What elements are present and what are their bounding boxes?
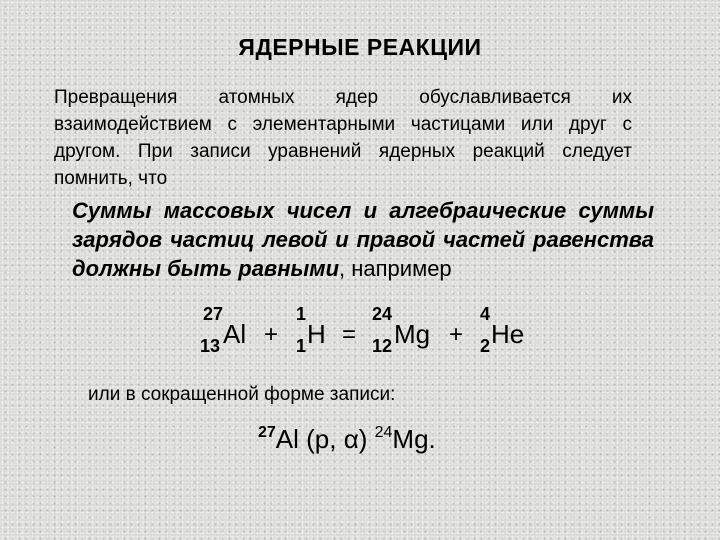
rule-emphasis-text: Суммы массовых чисел и алгебраические суммы зарядов частиц левой и правой частей равенства должны быть равными (72, 198, 654, 281)
rule-tail-text: , например (339, 256, 452, 281)
mass-number: 24 (374, 424, 393, 441)
intro-paragraph: Превращения атомных ядер обуславливается их взаимодействием с элементарными частицами или друг с другом. При записи уравнений ядерных реакций следует помнить, что (54, 87, 632, 189)
nuclear-equation (200, 302, 620, 362)
equals-operator: = (342, 321, 357, 348)
mass-number: 24 (372, 304, 393, 324)
mass-number: 4 (480, 304, 491, 324)
element-symbol: Mg (394, 319, 431, 349)
mass-number: 27 (203, 304, 224, 324)
plus-operator: + (449, 321, 464, 348)
element-symbol: H (307, 319, 326, 349)
mass-number: 27 (258, 424, 276, 441)
plus-operator: + (264, 321, 279, 348)
rule-paragraph (72, 196, 654, 283)
mass-number: 1 (296, 304, 307, 324)
charge-number: 2 (480, 336, 491, 356)
short-form-text: Mg. (392, 424, 436, 454)
element-symbol: He (491, 319, 525, 349)
element-symbol: Al (223, 319, 247, 349)
charge-number: 13 (200, 336, 221, 356)
short-form-equation (258, 424, 436, 455)
charge-number: 12 (372, 336, 393, 356)
short-form-text: Al (p, α) (275, 424, 375, 454)
short-form-label: или в сокращенной форме записи: (88, 384, 396, 405)
page-title: ЯДЕРНЫЕ РЕАКЦИИ (238, 34, 482, 60)
charge-number: 1 (296, 336, 307, 356)
